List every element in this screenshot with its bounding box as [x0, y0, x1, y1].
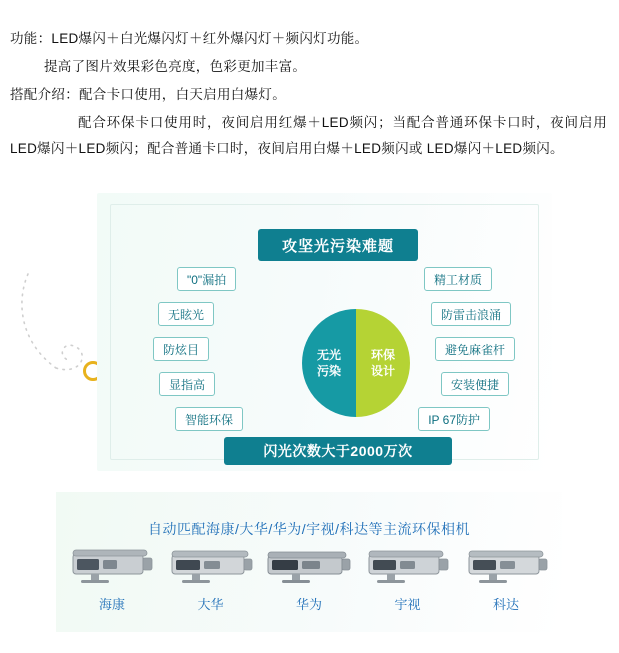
circle-right-line-1: 环保: [370, 348, 395, 362]
camera-label-5: 科达: [492, 597, 519, 612]
feature-tag-left-1: "0"漏拍: [177, 267, 236, 291]
camera-housing-icon: [363, 546, 453, 586]
description-line-1: 功能：LED爆闪＋白光爆闪灯＋红外爆闪灯＋频闪灯功能。: [10, 31, 369, 46]
infographic-headline: 攻坚光污染难题: [258, 229, 418, 261]
infographic-panel: [97, 193, 552, 471]
split-circle-graphic: [302, 309, 410, 417]
camera-item-3: [261, 546, 357, 613]
camera-housing-icon: [67, 546, 157, 586]
camera-compatibility-panel: [56, 492, 562, 632]
feature-tag-left-3: 防炫目: [153, 337, 209, 361]
description-line-2: 提高了图片效果彩色亮度，色彩更加丰富。: [44, 59, 307, 74]
camera-item-5: [458, 546, 554, 613]
circle-left-line-2: 污染: [316, 364, 341, 378]
camera-housing-icon: [461, 546, 551, 586]
feature-tag-right-2: 防雷击浪涌: [431, 302, 511, 326]
description-line-4: 配合环保卡口使用时，夜间启用红爆＋LED频闪；当配合普通环保卡口时，夜间启用LED爆闪＋LED频闪；配合普通卡口时，夜间启用白爆＋LED频闪或 LED爆闪＋LED频闪。: [10, 115, 607, 156]
camera-item-2: [163, 546, 259, 613]
camera-label-2: 大华: [197, 597, 224, 612]
feature-tag-right-3: 避免麻雀杆: [435, 337, 515, 361]
feature-tag-left-5: 智能环保: [175, 407, 243, 431]
feature-tag-right-5: IP 67防护: [418, 407, 490, 431]
camera-label-4: 宇视: [394, 597, 421, 612]
feature-tag-left-2: 无眩光: [158, 302, 214, 326]
feature-tag-right-1: 精工材质: [424, 267, 492, 291]
description-line-3: 搭配介绍：配合卡口使用，白天启用白爆灯。: [10, 87, 286, 102]
camera-housing-icon: [264, 546, 354, 586]
feature-tag-left-4: 显指高: [159, 372, 215, 396]
camera-label-3: 华为: [295, 597, 322, 612]
camera-panel-title: 自动匹配海康/大华/华为/宇视/科达等主流环保相机: [147, 521, 471, 537]
circle-left-line-1: 无光: [316, 348, 341, 362]
camera-item-1: [64, 546, 160, 613]
circle-left-half: [302, 309, 356, 417]
circle-right-half: [356, 309, 410, 417]
feature-tag-right-4: 安装便捷: [441, 372, 509, 396]
description-block: [0, 0, 619, 162]
camera-item-4: [360, 546, 456, 613]
circle-right-line-2: 设计: [370, 364, 395, 378]
infographic-inner-frame: [110, 204, 539, 460]
camera-list: [64, 546, 554, 613]
camera-housing-icon: [166, 546, 256, 586]
flash-count-banner: 闪光次数大于2000万次: [224, 437, 452, 465]
camera-label-1: 海康: [98, 597, 125, 612]
